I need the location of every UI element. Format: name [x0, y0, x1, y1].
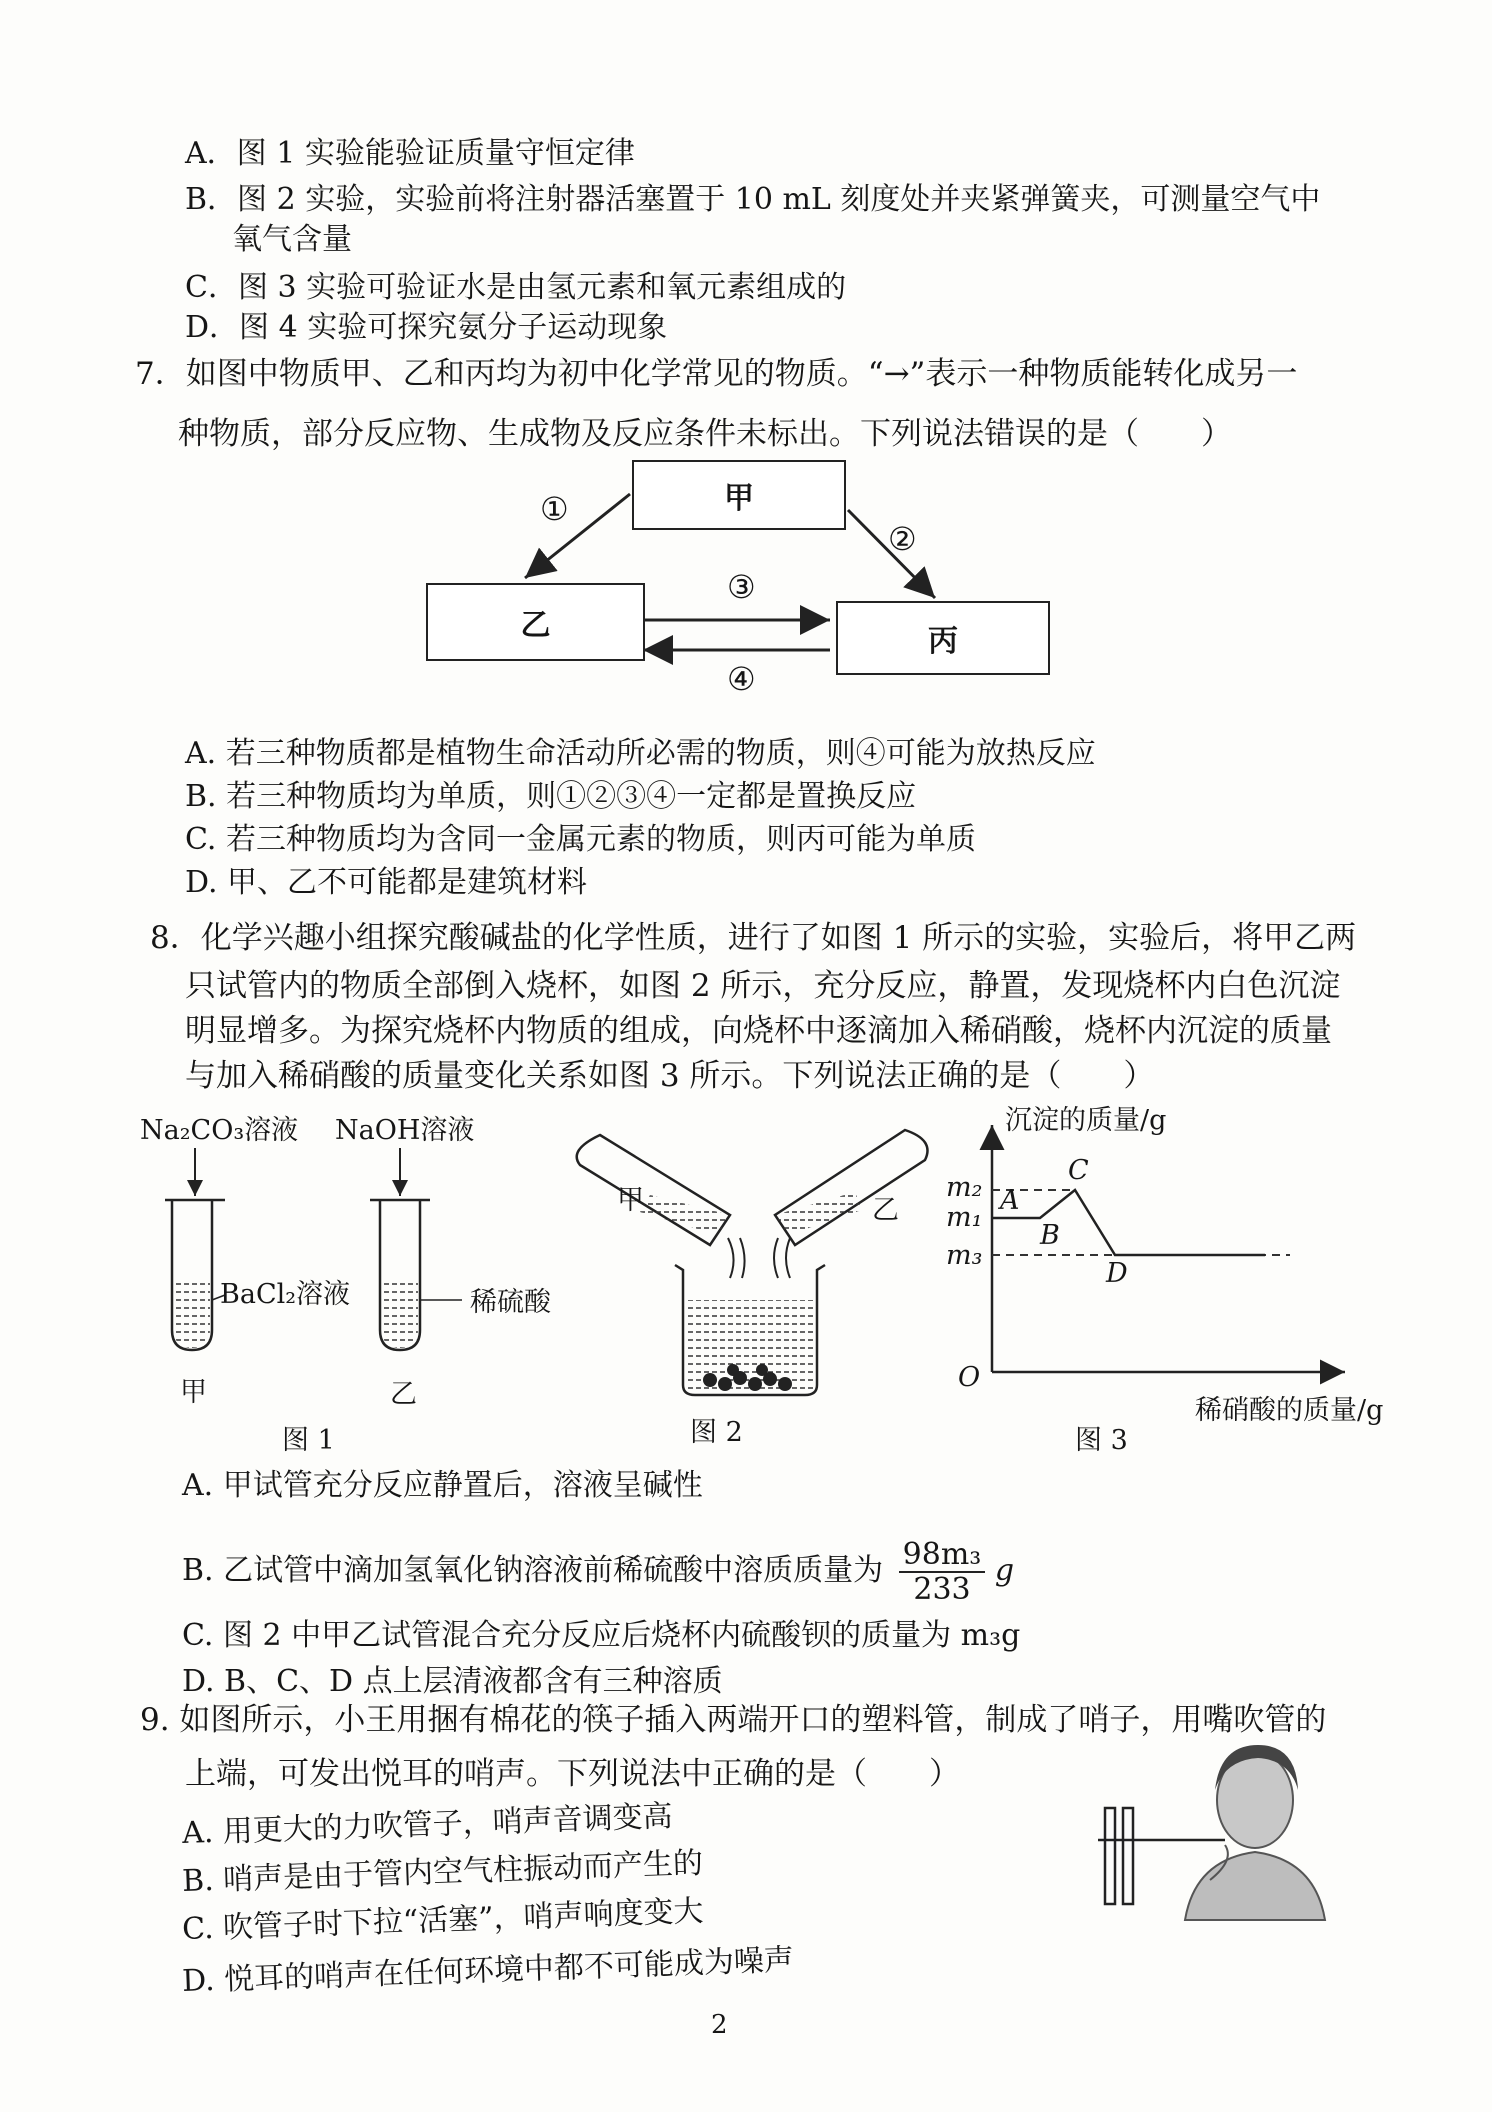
label-3: ③ — [727, 568, 756, 606]
q7-option-a: A. 若三种物质都是植物生命活动所必需的物质，则④可能为放热反应 — [185, 736, 1096, 771]
q6-option-c: C．图 3 实验可验证水是由氢元素和氧元素组成的 — [185, 270, 847, 305]
q8-option-b-text: B. 乙试管中滴加氢氧化钠溶液前稀硫酸中溶质质量为 — [182, 1553, 884, 1588]
q6-option-b-line2: 氧气含量 — [232, 222, 352, 257]
person-figure — [1185, 1745, 1325, 1920]
fraction-numerator: 98m₃ — [899, 1538, 986, 1573]
q7-option-d: D. 甲、乙不可能都是建筑材料 — [185, 865, 588, 900]
page-number: 2 — [711, 2010, 728, 2040]
q8-option-a: A. 甲试管充分反应静置后，溶液呈碱性 — [182, 1468, 703, 1503]
q8-option-d: D. B、C、D 点上层清液都含有三种溶质 — [182, 1664, 723, 1699]
fig3-point-a: A — [1000, 1185, 1020, 1216]
fig2-label-yi: 乙 — [872, 1195, 899, 1226]
box-yi: 乙 — [426, 583, 645, 661]
fig3-m3: m₃ — [946, 1240, 983, 1271]
q9-stem-line2: 上端，可发出悦耳的哨声。下列说法中正确的是（ ） — [185, 1756, 960, 1792]
q8-option-c: C. 图 2 中甲乙试管混合充分反应后烧杯内硫酸钡的质量为 m₃g — [182, 1618, 1021, 1653]
fig3-m2: m₂ — [946, 1172, 983, 1203]
fig1-caption: 图 1 — [282, 1425, 335, 1456]
fig3-caption: 图 3 — [1075, 1425, 1128, 1456]
q6-option-b-line1: B．图 2 实验，实验前将注射器活塞置于 10 mL 刻度处并夹紧弹簧夹，可测量空气中 — [185, 182, 1321, 217]
box-bing: 丙 — [836, 601, 1050, 675]
fig3-point-d: D — [1106, 1258, 1128, 1289]
q8-stem-line1: 8．化学兴趣小组探究酸碱盐的化学性质，进行了如图 1 所示的实验，实验后，将甲乙两 — [150, 920, 1357, 956]
content-bacl2: BaCl₂溶液 — [220, 1279, 351, 1310]
q8-stem-line3: 明显增多。为探究烧杯内物质的组成，向烧杯中逐滴加入稀硝酸，烧杯内沉淀的质量 — [185, 1013, 1332, 1049]
q8-stem-line2: 只试管内的物质全部倒入烧杯，如图 2 所示，充分反应，静置，发现烧杯内白色沉淀 — [185, 968, 1341, 1004]
fig3-xlabel: 稀硝酸的质量/g — [1195, 1395, 1384, 1426]
reagent-na2co3: Na₂CO₃溶液 — [140, 1115, 299, 1146]
q8-stem-line4: 与加入稀硝酸的质量变化关系如图 3 所示。下列说法正确的是（ ） — [185, 1058, 1155, 1094]
q9-option-c: C. 吹管子时下拉“活塞”，哨声响度变大 — [181, 1893, 705, 1947]
q6-option-a: A．图 1 实验能验证质量守恒定律 — [185, 136, 635, 171]
q7-stem-line2: 种物质，部分反应物、生成物及反应条件未标出。下列说法错误的是（ ） — [178, 416, 1232, 452]
label-2: ② — [888, 520, 917, 558]
fig3-m1: m₁ — [946, 1202, 983, 1233]
q8-option-b-unit: g — [994, 1553, 1015, 1588]
fig2-caption: 图 2 — [690, 1417, 743, 1448]
q6-option-d: D．图 4 实验可探究氨分子运动现象 — [185, 310, 668, 345]
q9-option-b: B. 哨声是由于管内空气柱振动而产生的 — [181, 1845, 704, 1899]
q9-option-a: A. 用更大的力吹管子，哨声音调变高 — [181, 1798, 674, 1851]
fig3-ylabel: 沉淀的质量/g — [1005, 1105, 1167, 1136]
tube-label-jia: 甲 — [180, 1377, 207, 1408]
reagent-naoh: NaOH溶液 — [335, 1115, 475, 1146]
fig3-point-c: C — [1068, 1155, 1089, 1186]
q9-stem-line1: 9. 如图所示，小王用捆有棉花的筷子插入两端开口的塑料管，制成了哨子，用嘴吹管的 — [140, 1702, 1327, 1738]
fig3-point-b: B — [1040, 1220, 1060, 1251]
box-jia: 甲 — [632, 460, 846, 530]
label-1: ① — [540, 490, 569, 528]
fraction-denominator: 233 — [913, 1572, 971, 1607]
q7-stem-line1: 7．如图中物质甲、乙和丙均为初中化学常见的物质。“→”表示一种物质能转化成另一 — [135, 356, 1298, 392]
q9-option-d: D. 悦耳的哨声在任何环境中都不可能成为噪声 — [181, 1942, 795, 1999]
q7-option-c: C. 若三种物质均为含同一金属元素的物质，则丙可能为单质 — [185, 822, 976, 857]
content-h2so4: 稀硫酸 — [470, 1287, 551, 1318]
fig2-label-jia: 甲 — [617, 1185, 644, 1216]
label-4: ④ — [727, 660, 756, 698]
tube-label-yi: 乙 — [390, 1379, 417, 1410]
q7-option-b: B. 若三种物质均为单质，则①②③④一定都是置换反应 — [185, 779, 917, 814]
fig3-origin: O — [958, 1362, 981, 1393]
